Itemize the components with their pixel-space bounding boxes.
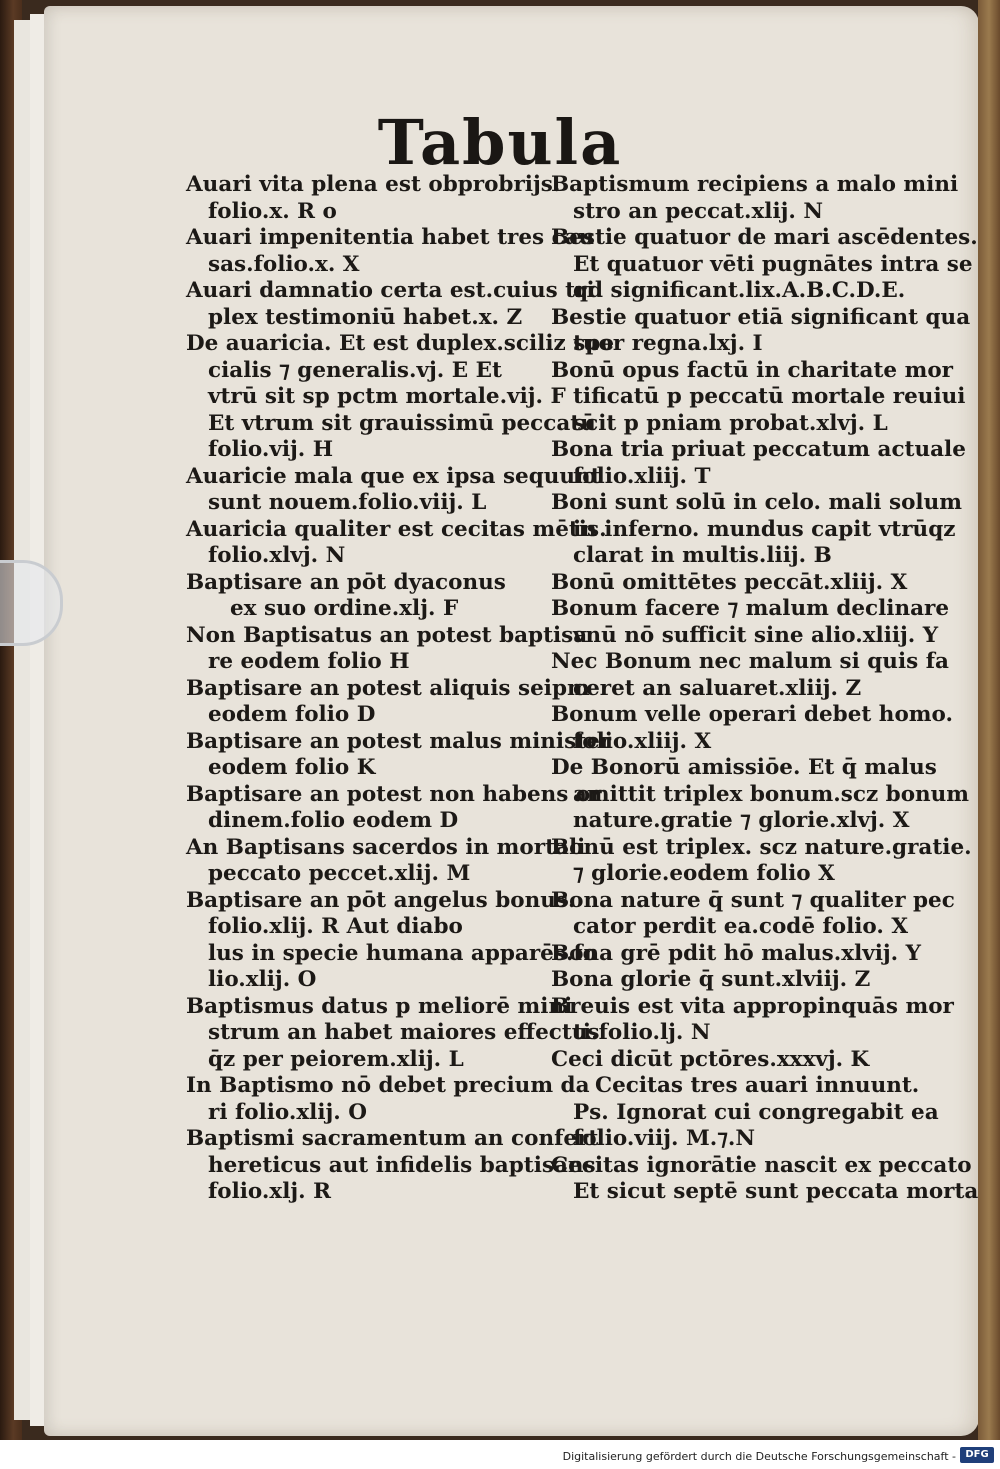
index-line: folio.xliij. T [573,463,711,489]
index-line: plex testimoniū habet.x. Z [208,304,523,330]
index-line: in inferno. mundus capit vtrūqz [573,516,956,542]
index-line: Cecitas ignorātie nascit ex peccato [551,1152,972,1178]
index-line: q̄z per peiorem.xlij. L [208,1046,464,1072]
index-line: folio.vij. H [208,437,334,462]
index-line: Auari damnatio certa est.cuius tri [186,278,595,303]
index-line: Bona tria priuat peccatum actuale [551,437,966,462]
index-line: Bonū omittētes peccāt.xliij. X [551,569,908,595]
index-line: nature.gratie ⁊ glorie.xlvj. X [573,808,910,833]
index-line: folio.x. R o [208,198,337,224]
index-line: ri folio.xlij. O [208,1099,367,1125]
index-line: tificatū p peccatū mortale reuiui [573,384,966,409]
index-line: peccato peccet.xlij. M [208,861,471,886]
index-line: cator perdit ea.codē folio. X [573,914,909,939]
index-line: scit p pniam probat.xlvj. L [573,410,888,436]
index-line: Boni sunt solū in celo. mali solum [551,490,962,515]
index-line: Baptismi sacramentum an confert [186,1126,599,1151]
index-line: eodem folio D [208,702,376,727]
index-line: Bestie quatuor etiā significant qua [551,304,971,330]
index-line: Ps. Ignorat cui congregabit ea [573,1099,939,1125]
index-line: re eodem folio H [208,649,410,674]
index-line: clarat in multis.liij. B [573,543,832,568]
index-line: Ceci dicūt pctōres.xxxvj. K [551,1046,870,1072]
index-line: strum an habet maiores effectus [208,1020,600,1045]
footer-bar [0,1442,1000,1469]
index-line: tuor regna.lxj. I [573,331,763,356]
index-line: lus in specie humana apparēs.fo [208,940,598,966]
index-line: cialis ⁊ generalis.vj. E Et [208,357,502,383]
index-line: amittit triplex bonum.scz bonum [573,781,970,807]
index-line: Bonum velle operari debet homo. [551,702,953,727]
index-line: sunt nouem.folio.viij. L [208,490,487,515]
index-line: Bona glorie q̄ sunt.xlviij. Z [551,967,871,992]
index-line: sas.folio.x. X [208,251,360,277]
index-line: vtrū sit sp pctm mortale.vij. F [208,384,566,409]
index-line: folio.xliij. X [573,728,712,754]
index-line: ex suo ordine.xlj. F [230,596,459,621]
index-line: Baptisare an potest non habens or [186,781,602,807]
index-line: Baptismum recipiens a malo mini [551,172,959,197]
index-line: Non Baptisatus an potest baptisa [186,622,588,648]
index-line: qd significant.lix.A.B.C.D.E. [573,278,906,303]
index-line: Bonū est triplex. scz nature.gratie. [551,834,972,860]
index-line: Baptisare an pōt dyaconus [186,569,506,595]
index-line: Et sicut septē sunt peccata morta [573,1179,979,1204]
index-line: Auaricia qualiter est cecitas mētis. [186,516,607,542]
index-line: Bonū opus factū in charitate mor [551,357,953,383]
index-line: ⁊ glorie.eodem folio X [573,861,835,886]
footer-credit: Digitalisierung gefördert durch die Deutsche Forschungsgemeinschaft - [562,1450,956,1463]
index-line: eodem folio K [208,755,376,780]
right-column [551,172,979,1206]
index-line: Bonum facere ⁊ malum declinare [551,596,950,621]
index-line: Breuis est vita appropinquās mor [551,993,954,1019]
index-line: In Baptismo nō debet precium da [186,1073,590,1098]
index-line: stro an peccat.xlij. N [573,198,824,224]
index-line: Bona grē pdit hō malus.xlvij. Y [551,940,922,966]
page-title: Tabula [377,106,623,179]
index-line: De auaricia. Et est duplex.sciliz spe [186,331,615,356]
index-line: Cecitas tres auari innuunt. [595,1073,920,1098]
left-column [186,172,615,1206]
index-line: hereticus aut infidelis baptisans [208,1152,596,1178]
index-line: Bona nature q̄ sunt ⁊ qualiter pec [551,887,955,913]
index-line: ti.folio.lj. N [573,1020,711,1045]
index-line: lio.xlij. O [208,967,317,992]
binding-board-right [978,0,1000,1440]
index-line: An Baptisans sacerdos in mortali [186,834,586,860]
index-line: De Bonorū amissiōe. Et q̄ malus [551,755,937,780]
index-line: Baptismus datus p meliorē mini [186,993,573,1019]
index-line: folio.xlvj. N [208,543,346,568]
index-line: Auaricie mala que ex ipsa sequunt [186,463,601,489]
index-line: Bestie quatuor de mari ascēdentes. [551,225,978,250]
index-line: Auari impenitentia habet tres cau [186,225,595,250]
index-line: Et quatuor vēti pugnātes intra se [573,251,973,277]
index-line: Et vtrum sit grauissimū peccatū [208,410,596,436]
index-line: dinem.folio eodem D [208,808,459,833]
index-line: folio.xlij. R Aut diabo [208,914,463,939]
index-line: Nec Bonum nec malum si quis fa [551,649,949,674]
index-line: Auari vita plena est obprobrijs. [186,172,561,197]
index-line: folio.xlj. R [208,1179,331,1204]
index-line: folio.viij. M.⁊.N [573,1126,756,1151]
index-line: ceret an saluaret.xliij. Z [573,675,862,701]
index-line: Baptisare an potest malus minister [186,728,612,754]
index-line: Baptisare an potest aliquis seipm [186,675,590,701]
index-line: vnū nō sufficit sine alio.xliij. Y [573,622,939,648]
dfg-logo: DFG [960,1447,994,1463]
index-line: Baptisare an pōt angelus bonus. [186,887,576,913]
